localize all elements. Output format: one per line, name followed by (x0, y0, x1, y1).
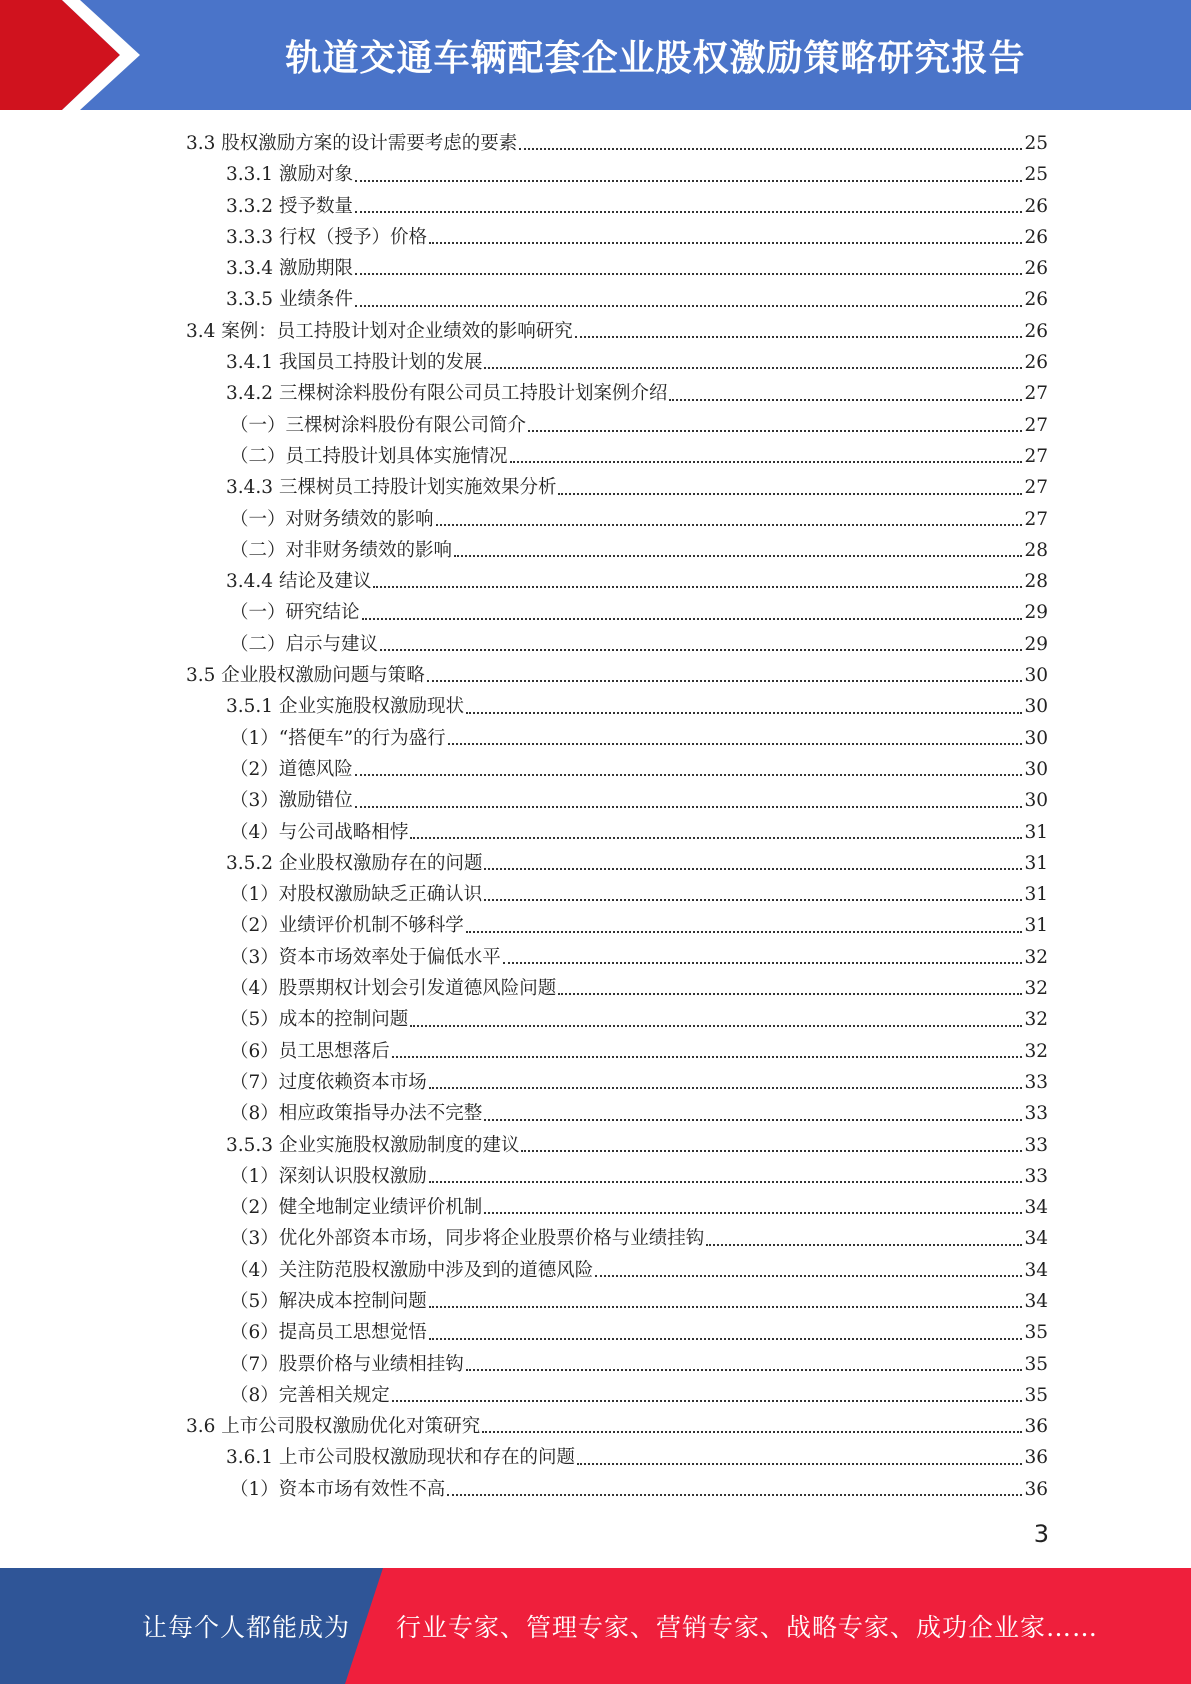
toc-entry[interactable] (186, 535, 1048, 566)
toc-entry[interactable] (186, 472, 1048, 503)
toc-dot-leader (558, 493, 1022, 495)
toc-entry[interactable] (186, 691, 1048, 722)
toc-dot-leader (510, 461, 1023, 463)
toc-entry[interactable] (186, 1223, 1048, 1254)
toc-entry-page: 30 (1024, 727, 1048, 749)
toc-entry-page: 29 (1024, 633, 1048, 655)
toc-entry[interactable] (186, 879, 1048, 910)
toc-dot-leader (484, 1119, 1022, 1121)
toc-entry-title: 3.4.2 三棵树涂料股份有限公司员工持股计划案例介绍 (226, 383, 668, 405)
toc-entry[interactable] (186, 566, 1048, 597)
toc-entry-page: 29 (1024, 602, 1048, 624)
toc-entry-title: （4）关注防范股权激励中涉及到的道德风险 (230, 1259, 594, 1281)
toc-dot-leader (410, 837, 1022, 839)
toc-entry-title: （2）业绩评价机制不够科学 (230, 915, 464, 937)
toc-dot-leader (429, 1306, 1023, 1308)
toc-dot-leader (466, 1369, 1023, 1371)
toc-entry-page: 26 (1024, 289, 1048, 311)
toc-entry-page: 31 (1024, 852, 1048, 874)
toc-entry[interactable] (186, 597, 1048, 628)
toc-entry-page: 34 (1024, 1290, 1048, 1312)
footer-slogan-right: 行业专家、管理专家、营销专家、战略专家、成功企业家…… (396, 1613, 1099, 1642)
toc-entry-title: （1）深刻认识股权激励 (230, 1165, 427, 1187)
toc-entry-page: 32 (1024, 1009, 1048, 1031)
toc-entry[interactable] (186, 817, 1048, 848)
toc-entry[interactable] (186, 1036, 1048, 1067)
toc-entry-page: 33 (1024, 1103, 1048, 1125)
toc-entry-title: 3.4.4 结论及建议 (226, 571, 372, 593)
toc-entry-title: （1）对股权激励缺乏正确认识 (230, 884, 483, 906)
toc-entry-title: 3.5.2 企业股权激励存在的问题 (226, 852, 483, 874)
toc-entry-page: 25 (1024, 133, 1048, 154)
toc-entry-title: （6）提高员工思想觉悟 (230, 1322, 427, 1344)
toc-entry[interactable] (186, 441, 1048, 472)
toc-entry[interactable] (186, 942, 1048, 973)
page-footer (0, 1568, 1191, 1684)
toc-dot-leader (392, 1400, 1023, 1402)
toc-entry-title: （4）与公司战略相悖 (230, 821, 409, 843)
toc-entry-page: 30 (1024, 696, 1048, 718)
toc-entry-title: 3.5 企业股权激励问题与策略 (186, 665, 425, 687)
toc-entry-page: 25 (1024, 164, 1048, 186)
toc-entry-title: 3.4.1 我国员工持股计划的发展 (226, 352, 483, 374)
toc-dot-leader (355, 180, 1023, 182)
toc-entry-page: 35 (1024, 1353, 1048, 1375)
toc-entry-page: 31 (1024, 884, 1048, 906)
toc-dot-leader (482, 1431, 1022, 1433)
toc-entry-page: 27 (1024, 445, 1048, 467)
toc-entry-title: （一）研究结论 (230, 602, 360, 624)
toc-dot-leader (519, 148, 1022, 150)
toc-entry-title: 3.3 股权激励方案的设计需要考虑的要素 (186, 133, 518, 154)
toc-dot-leader (595, 1275, 1022, 1277)
toc-entry-page: 34 (1024, 1259, 1048, 1281)
toc-dot-leader (528, 430, 1022, 432)
toc-entry-page: 32 (1024, 1040, 1048, 1062)
toc-entry-title: （二）对非财务绩效的影响 (230, 539, 453, 561)
toc-entry-page: 34 (1024, 1197, 1048, 1219)
toc-dot-leader (575, 336, 1023, 338)
footer-slogan-left: 让每个人都能成为 (142, 1613, 351, 1642)
toc-entry-page: 33 (1024, 1165, 1048, 1187)
toc-entry[interactable] (186, 1192, 1048, 1223)
toc-dot-leader (362, 618, 1023, 620)
toc-entry[interactable] (186, 1349, 1048, 1380)
toc-entry-page: 27 (1024, 383, 1048, 405)
toc-entry[interactable] (186, 347, 1048, 378)
toc-entry-page: 31 (1024, 915, 1048, 937)
toc-entry-title: 3.3.2 授予数量 (226, 195, 353, 217)
toc-entry[interactable] (186, 754, 1048, 785)
toc-entry-title: 3.3.5 业绩条件 (226, 289, 353, 311)
toc-entry[interactable] (186, 1067, 1048, 1098)
toc-entry-title: 3.4.3 三棵树员工持股计划实施效果分析 (226, 477, 557, 499)
toc-dot-leader (558, 993, 1022, 995)
toc-dot-leader (706, 1244, 1022, 1246)
toc-entry[interactable] (186, 410, 1048, 441)
toc-entry[interactable] (186, 1411, 1048, 1442)
toc-dot-leader (577, 1463, 1022, 1465)
toc-dot-leader (669, 399, 1022, 401)
toc-entry-title: （5）成本的控制问题 (230, 1009, 409, 1031)
report-title: 轨道交通车辆配套企业股权激励策略研究报告 (285, 37, 1026, 79)
toc-entry-title: （6）员工思想落后 (230, 1040, 390, 1062)
toc-entry-page: 34 (1024, 1228, 1048, 1250)
page-header (0, 0, 1191, 110)
header-arrow-decoration (0, 0, 150, 110)
toc-entry-page: 35 (1024, 1384, 1048, 1406)
toc-entry[interactable] (186, 378, 1048, 409)
toc-dot-leader (447, 1494, 1022, 1496)
table-of-contents (186, 128, 1048, 1505)
toc-entry-page: 26 (1024, 352, 1048, 374)
toc-dot-leader (429, 242, 1022, 244)
toc-entry-title: 3.5.3 企业实施股权激励制度的建议 (226, 1134, 520, 1156)
toc-entry[interactable] (186, 1380, 1048, 1411)
toc-entry[interactable] (186, 1130, 1048, 1161)
toc-entry-page: 26 (1024, 226, 1048, 248)
toc-entry[interactable] (186, 723, 1048, 754)
toc-dot-leader (484, 868, 1022, 870)
toc-entry-title: （5）解决成本控制问题 (230, 1290, 427, 1312)
toc-entry-page: 31 (1024, 821, 1048, 843)
toc-entry-title: 3.3.1 激励对象 (226, 164, 353, 186)
toc-entry[interactable] (186, 629, 1048, 660)
toc-dot-leader (454, 555, 1022, 557)
toc-entry-page: 32 (1024, 946, 1048, 968)
toc-entry-title: （3）优化外部资本市场，同步将企业股票价格与业绩挂钩 (230, 1228, 705, 1250)
toc-entry[interactable] (186, 973, 1048, 1004)
toc-entry-page: 32 (1024, 978, 1048, 1000)
toc-entry-page: 33 (1024, 1071, 1048, 1093)
toc-dot-leader (429, 1087, 1023, 1089)
toc-entry[interactable] (186, 660, 1048, 691)
toc-dot-leader (466, 712, 1022, 714)
toc-entry[interactable] (186, 284, 1048, 315)
toc-entry[interactable] (186, 128, 1048, 159)
toc-dot-leader (427, 680, 1023, 682)
toc-entry-page: 30 (1024, 758, 1048, 780)
toc-dot-leader (380, 649, 1022, 651)
toc-entry-page: 28 (1024, 539, 1048, 561)
toc-entry-title: （3）激励错位 (230, 790, 353, 812)
toc-dot-leader (436, 524, 1023, 526)
toc-entry-title: （二）启示与建议 (230, 633, 379, 655)
toc-dot-leader (429, 1181, 1023, 1183)
toc-entry-page: 30 (1024, 790, 1048, 812)
toc-entry-page: 26 (1024, 195, 1048, 217)
toc-entry-title: （一）对财务绩效的影响 (230, 508, 434, 530)
toc-entry[interactable] (186, 504, 1048, 535)
toc-entry[interactable] (186, 316, 1048, 347)
toc-dot-leader (484, 1212, 1022, 1214)
toc-dot-leader (392, 1056, 1023, 1058)
toc-entry-title: （二）员工持股计划具体实施情况 (230, 445, 508, 467)
toc-dot-leader (373, 586, 1022, 588)
toc-entry-page: 26 (1024, 258, 1048, 280)
toc-entry[interactable] (186, 1286, 1048, 1317)
toc-entry[interactable] (186, 1317, 1048, 1348)
toc-entry-title: （一）三棵树涂料股份有限公司简介 (230, 414, 527, 436)
toc-entry-title: （3）资本市场效率处于偏低水平 (230, 946, 501, 968)
toc-entry-page: 36 (1024, 1447, 1048, 1469)
toc-dot-leader (355, 211, 1023, 213)
toc-entry-title: 3.6.1 上市公司股权激励现状和存在的问题 (226, 1447, 575, 1469)
toc-entry-page: 27 (1024, 508, 1048, 530)
toc-dot-leader (484, 367, 1022, 369)
toc-entry[interactable] (186, 1442, 1048, 1473)
toc-entry-title: （7）股票价格与业绩相挂钩 (230, 1353, 464, 1375)
toc-dot-leader (521, 1150, 1022, 1152)
toc-entry-page: 36 (1024, 1416, 1048, 1438)
toc-entry-page: 35 (1024, 1322, 1048, 1344)
toc-entry[interactable] (186, 785, 1048, 816)
toc-entry-title: （7）过度依赖资本市场 (230, 1071, 427, 1093)
toc-entry-title: （1）“搭便车”的行为盛行 (230, 727, 446, 749)
toc-entry[interactable] (186, 222, 1048, 253)
toc-entry-title: （1）资本市场有效性不高 (230, 1478, 446, 1500)
toc-dot-leader (484, 899, 1022, 901)
toc-dot-leader (355, 273, 1023, 275)
toc-entry-title: （2）健全地制定业绩评价机制 (230, 1197, 483, 1219)
toc-entry[interactable] (186, 253, 1048, 284)
toc-dot-leader (355, 305, 1023, 307)
toc-entry[interactable] (186, 191, 1048, 222)
toc-entry-title: （8）完善相关规定 (230, 1384, 390, 1406)
toc-entry-page: 26 (1024, 320, 1048, 342)
toc-entry-title: （4）股票期权计划会引发道德风险问题 (230, 978, 557, 1000)
toc-entry-page: 36 (1024, 1478, 1048, 1500)
toc-entry-page: 27 (1024, 477, 1048, 499)
toc-entry[interactable] (186, 910, 1048, 941)
toc-entry[interactable] (186, 1161, 1048, 1192)
toc-entry-page: 30 (1024, 665, 1048, 687)
toc-dot-leader (503, 962, 1023, 964)
toc-entry-page: 27 (1024, 414, 1048, 436)
page-number: 3 (1033, 1520, 1049, 1548)
toc-entry-title: （8）相应政策指导办法不完整 (230, 1103, 483, 1125)
toc-entry-title: 3.3.4 激励期限 (226, 258, 353, 280)
toc-dot-leader (466, 931, 1023, 933)
toc-entry[interactable] (186, 1098, 1048, 1129)
toc-entry-title: 3.3.3 行权（授予）价格 (226, 226, 427, 248)
toc-dot-leader (448, 743, 1023, 745)
toc-dot-leader (355, 774, 1023, 776)
toc-entry[interactable] (186, 848, 1048, 879)
toc-entry[interactable] (186, 159, 1048, 190)
toc-dot-leader (355, 806, 1023, 808)
toc-entry-title: 3.6 上市公司股权激励优化对策研究 (186, 1416, 481, 1438)
toc-entry[interactable] (186, 1255, 1048, 1286)
toc-entry-title: （2）道德风险 (230, 758, 353, 780)
toc-dot-leader (410, 1025, 1022, 1027)
toc-entry[interactable] (186, 1474, 1048, 1505)
toc-dot-leader (429, 1338, 1023, 1340)
toc-entry-page: 33 (1024, 1134, 1048, 1156)
toc-entry[interactable] (186, 1004, 1048, 1035)
toc-entry-title: 3.4 案例：员工持股计划对企业绩效的影响研究 (186, 320, 573, 342)
toc-entry-title: 3.5.1 企业实施股权激励现状 (226, 696, 464, 718)
toc-entry-page: 28 (1024, 571, 1048, 593)
